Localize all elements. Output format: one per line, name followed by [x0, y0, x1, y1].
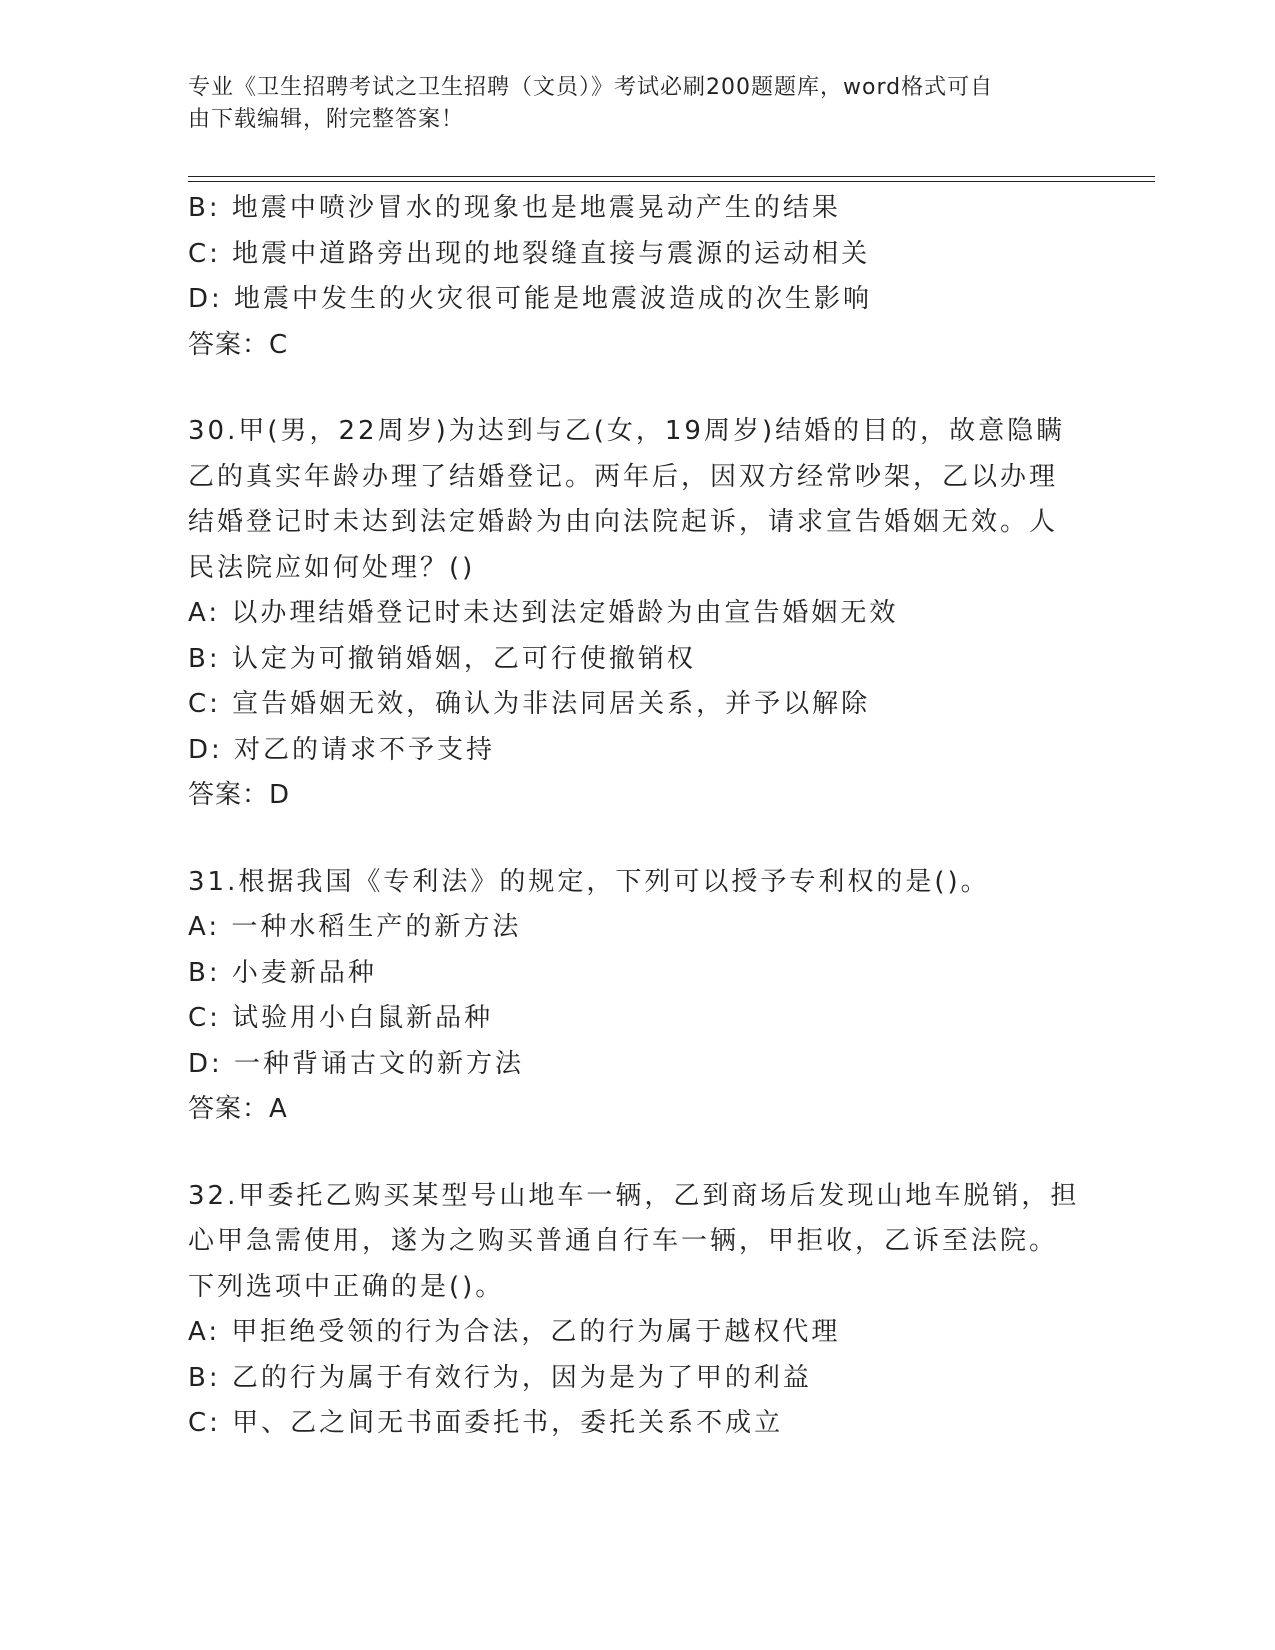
q32-option-c: C: 甲、乙之间无书面委托书，委托关系不成立 — [188, 1408, 784, 1438]
header-rule-bottom — [188, 181, 1155, 182]
header-rule-top — [188, 176, 1155, 177]
q32-stem-line-1: 32.甲委托乙购买某型号山地车一辆，乙到商场后发现山地车脱销，担 — [188, 1180, 1080, 1211]
q30-stem-line-4: 民法院应如何处理？() — [188, 552, 476, 583]
q31-stem-line-1: 31.根据我国《专利法》的规定，下列可以授予专利权的是()。 — [188, 866, 990, 897]
question-29 — [188, 186, 1088, 368]
q29-option-c: C: 地震中道路旁出现的地裂缝直接与震源的运动相关 — [188, 238, 871, 269]
spacer — [188, 1133, 1088, 1174]
q31-option-a: A: 一种水稻生产的新方法 — [188, 912, 522, 942]
q29-answer: 答案：C — [188, 329, 289, 360]
q32-option-b: B: 乙的行为属于有效行为，因为是为了甲的利益 — [188, 1362, 812, 1393]
q31-option-d: D: 一种背诵古文的新方法 — [188, 1048, 525, 1079]
spacer — [188, 368, 1088, 409]
q30-option-b: B: 认定为可撤销婚姻，乙可行使撤销权 — [188, 643, 696, 674]
q30-stem-line-1: 30.甲(男，22周岁)为达到与乙(女，19周岁)结婚的目的，故意隐瞒 — [188, 416, 1066, 446]
q32-option-a: A: 甲拒绝受领的行为合法，乙的行为属于越权代理 — [188, 1317, 841, 1347]
q31-option-c: C: 试验用小白鼠新品种 — [188, 1003, 494, 1033]
header-line-2: 由下载编辑，附完整答案！ — [188, 107, 465, 132]
q30-stem-line-3: 结婚登记时未达到法定婚龄为由向法院起诉，请求宣告婚姻无效。人 — [188, 507, 1059, 537]
q32-stem-line-3: 下列选项中正确的是()。 — [188, 1271, 505, 1302]
q30-answer: 答案：D — [188, 780, 291, 810]
q30-option-d: D: 对乙的请求不予支持 — [188, 734, 496, 765]
q31-option-b: B: 小麦新品种 — [188, 957, 377, 988]
question-30 — [188, 409, 1088, 819]
header-line-1: 专业《卫生招聘考试之卫生招聘（文员）》考试必刷200题题库，word格式可自 — [188, 75, 994, 100]
question-31 — [188, 860, 1088, 1133]
q30-option-a: A: 以办理结婚登记时未达到法定婚龄为由宣告婚姻无效 — [188, 598, 899, 628]
spacer — [188, 819, 1088, 860]
q30-option-c: C: 宣告婚姻无效，确认为非法同居关系，并予以解除 — [188, 689, 871, 719]
q32-stem-line-2: 心甲急需使用，遂为之购买普通自行车一辆，甲拒收，乙诉至法院。 — [188, 1226, 1059, 1256]
q29-option-b: B: 地震中喷沙冒水的现象也是地震晃动产生的结果 — [188, 193, 841, 223]
q30-stem-line-2: 乙的真实年龄办理了结婚登记。两年后，因双方经常吵架，乙以办理 — [188, 461, 1059, 492]
question-32 — [188, 1174, 1088, 1447]
page-header — [188, 72, 1068, 136]
document-body — [188, 186, 1088, 1447]
q29-option-d: D: 地震中发生的火灾很可能是地震波造成的次生影响 — [188, 284, 873, 314]
q31-answer: 答案：A — [188, 1094, 288, 1124]
